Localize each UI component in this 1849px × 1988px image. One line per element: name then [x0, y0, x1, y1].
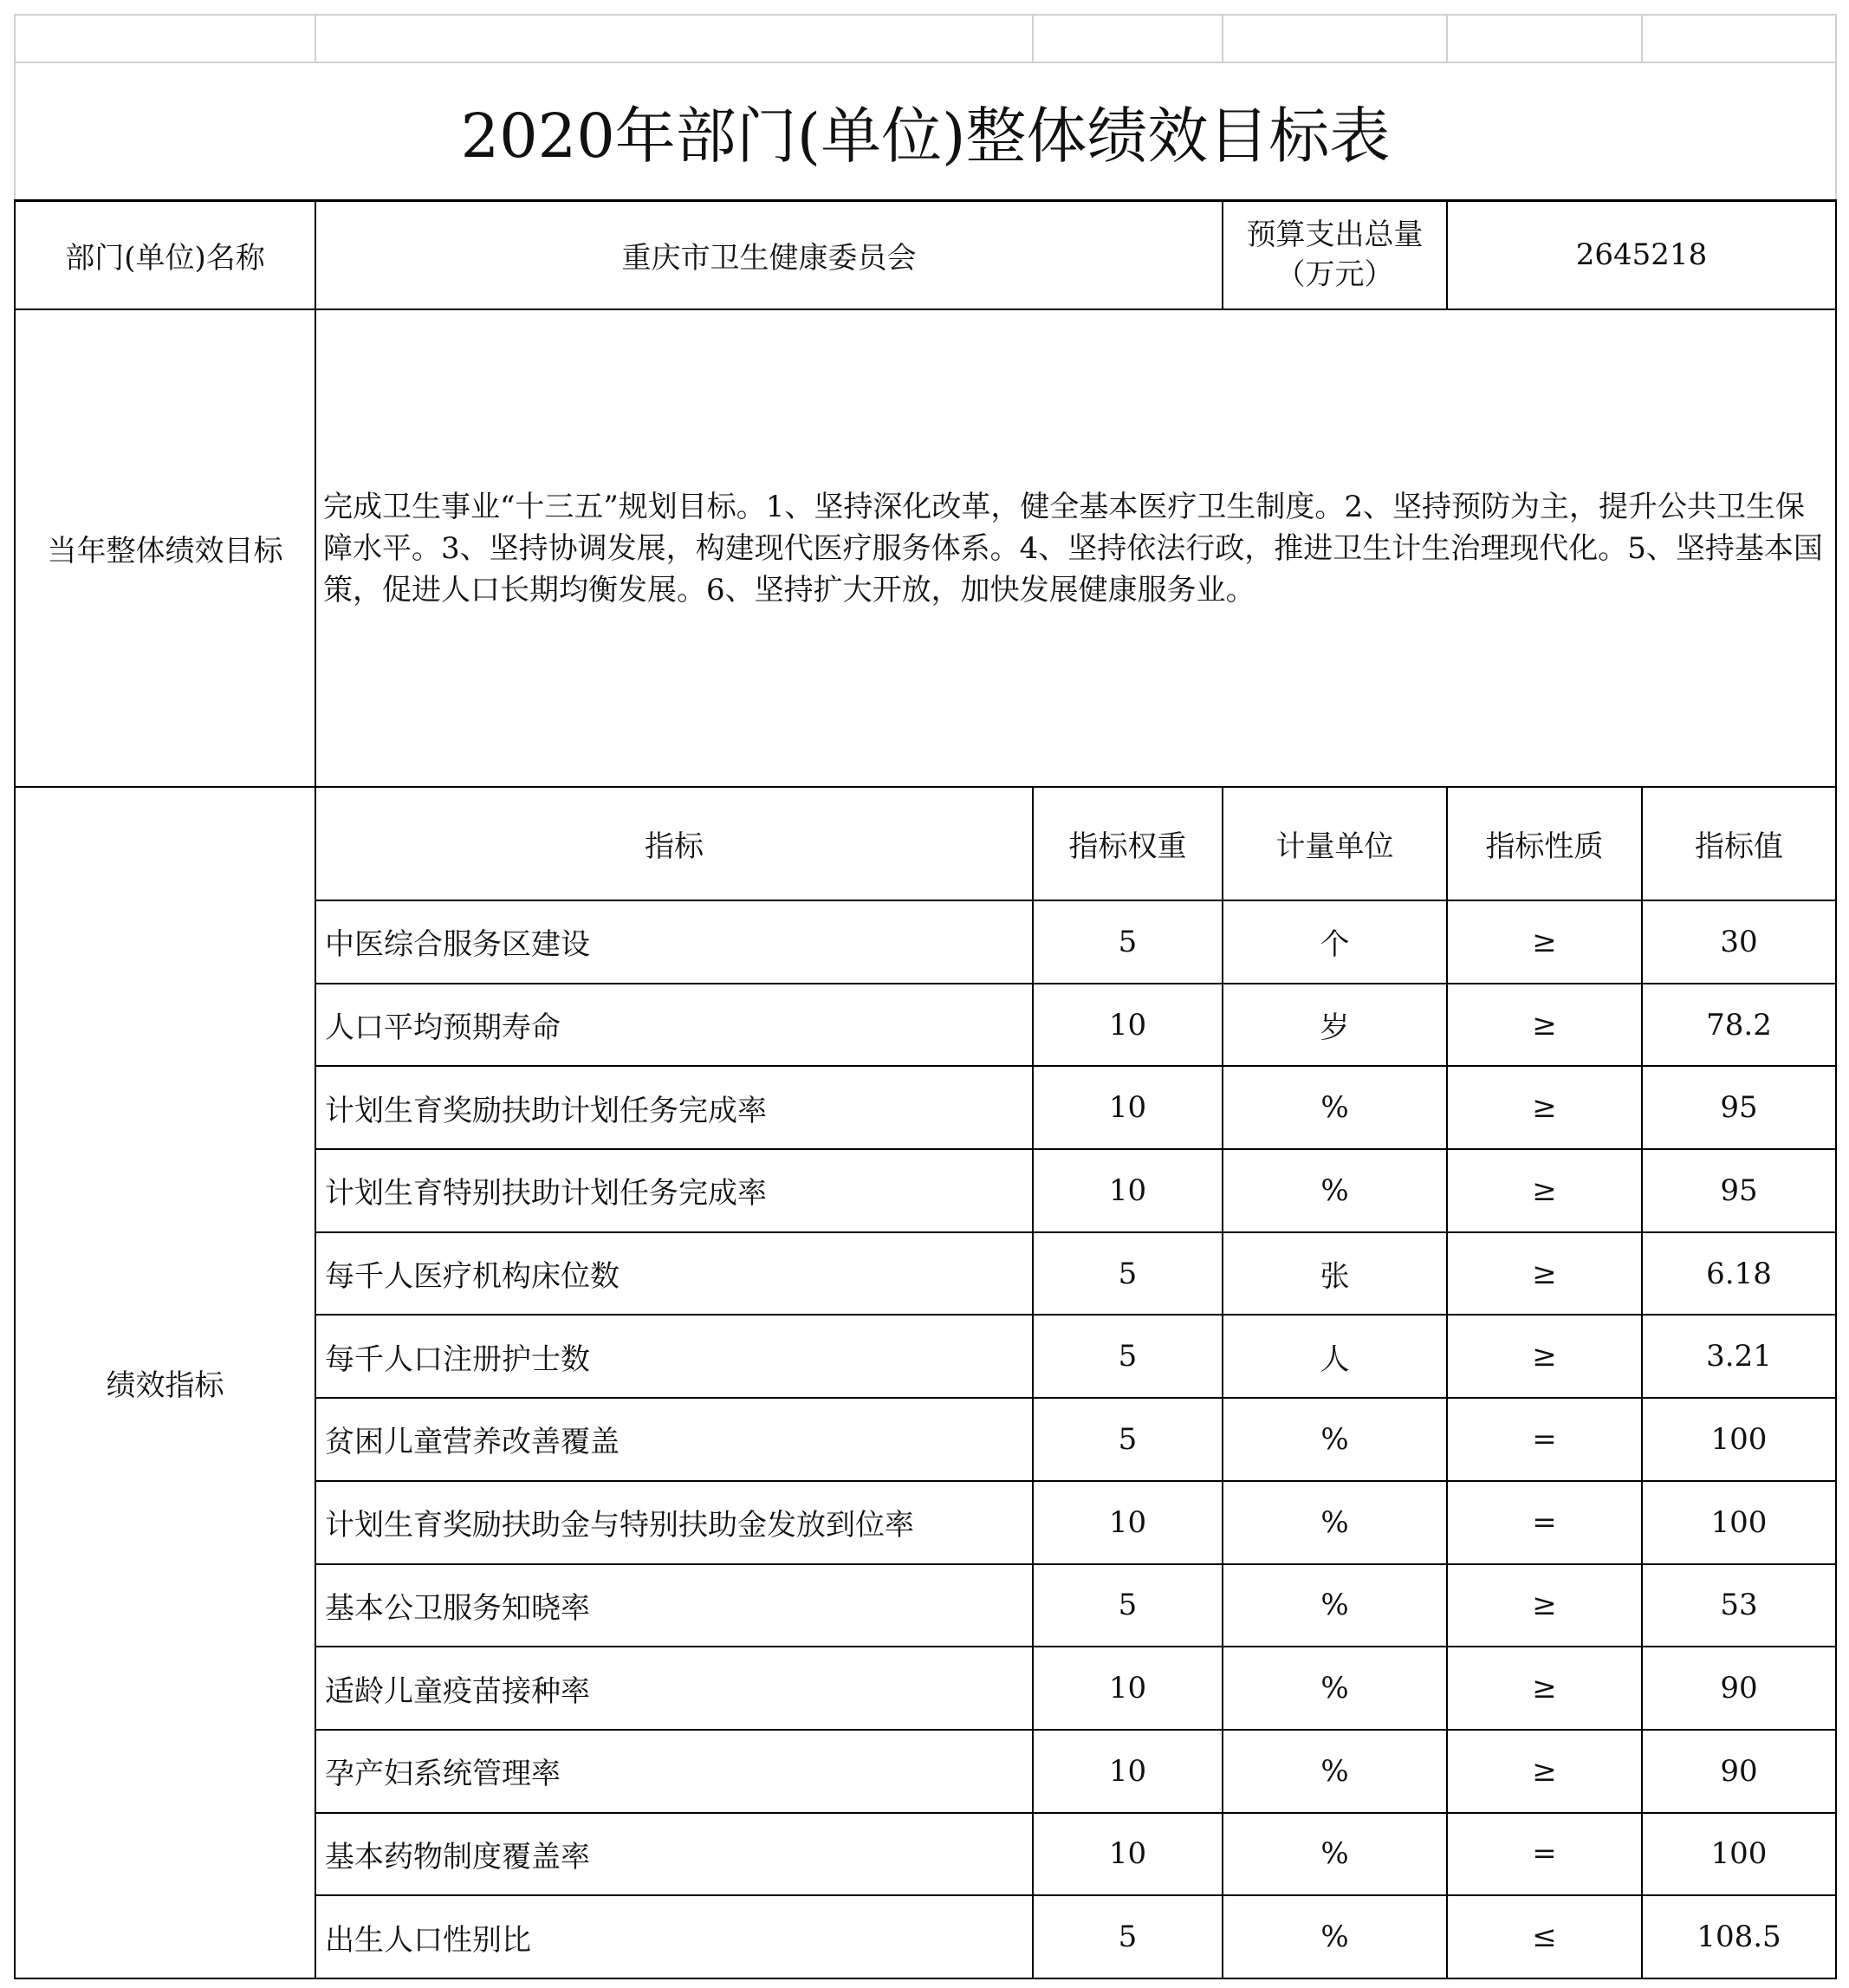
- indicator-weight: 10: [1033, 1481, 1223, 1564]
- indicator-unit: %: [1223, 1564, 1447, 1647]
- indicator-value: 95: [1642, 1066, 1836, 1149]
- indicator-weight: 5: [1033, 1315, 1223, 1398]
- dept-name: 重庆市卫生健康委员会: [315, 200, 1223, 309]
- indicator-unit: %: [1223, 1813, 1447, 1896]
- indicator-weight: 5: [1033, 900, 1223, 984]
- budget-label-line2: （万元）: [1275, 257, 1394, 293]
- indicator-weight: 10: [1033, 1066, 1223, 1149]
- indicator-value: 53: [1642, 1564, 1836, 1647]
- indicator-unit: %: [1223, 1647, 1447, 1730]
- indicator-value: 100: [1642, 1481, 1836, 1564]
- indicator-unit: 岁: [1223, 984, 1447, 1067]
- indicator-unit: %: [1223, 1895, 1447, 1978]
- indicator-unit: 人: [1223, 1315, 1447, 1398]
- indicator-nature: ≥: [1447, 1564, 1642, 1647]
- indicator-weight: 10: [1033, 1647, 1223, 1730]
- indicator-nature: =: [1447, 1398, 1642, 1481]
- indicator-name: 孕产妇系统管理率: [315, 1730, 1033, 1813]
- indicator-header-row: [15, 787, 1836, 900]
- indicator-name: 贫困儿童营养改善覆盖: [315, 1398, 1033, 1481]
- goal-row: [15, 309, 1836, 787]
- indicator-nature: ≥: [1447, 900, 1642, 984]
- indicator-weight: 10: [1033, 984, 1223, 1067]
- goal-label: 当年整体绩效目标: [15, 309, 315, 787]
- indicator-name: 适龄儿童疫苗接种率: [315, 1647, 1033, 1730]
- indicator-name: 每千人口注册护士数: [315, 1315, 1033, 1398]
- indicator-name: 中医综合服务区建设: [315, 900, 1033, 984]
- indicator-value: 100: [1642, 1813, 1836, 1896]
- indicator-nature: =: [1447, 1481, 1642, 1564]
- header-value: 指标值: [1642, 787, 1836, 900]
- indicator-value: 3.21: [1642, 1315, 1836, 1398]
- header-unit: 计量单位: [1223, 787, 1447, 900]
- indicator-name: 出生人口性别比: [315, 1895, 1033, 1978]
- indicator-name: 每千人医疗机构床位数: [315, 1232, 1033, 1316]
- indicator-name: 计划生育奖励扶助计划任务完成率: [315, 1066, 1033, 1149]
- empty-header-row: [15, 15, 1836, 62]
- indicator-value: 90: [1642, 1730, 1836, 1813]
- indicator-unit: %: [1223, 1730, 1447, 1813]
- performance-target-table: [14, 14, 1837, 1979]
- indicator-unit: 张: [1223, 1232, 1447, 1316]
- budget-label: [1223, 200, 1447, 309]
- indicator-weight: 10: [1033, 1730, 1223, 1813]
- indicator-value: 100: [1642, 1398, 1836, 1481]
- indicator-weight: 5: [1033, 1895, 1223, 1978]
- indicator-nature: ≥: [1447, 1232, 1642, 1316]
- goal-text: 完成卫生事业“十三五”规划目标。1、坚持深化改革，健全基本医疗卫生制度。2、坚持预防为主，提升公共卫生保障水平。3、坚持协调发展，构建现代医疗服务体系。4、坚持依法行政，推进卫生计生治理现代化。5、坚持基本国策，促进人口长期均衡发展。6、坚持扩大开放，加快发展健康服务业。: [315, 309, 1836, 787]
- indicator-weight: 10: [1033, 1149, 1223, 1232]
- indicator-nature: ≥: [1447, 1149, 1642, 1232]
- indicator-weight: 5: [1033, 1232, 1223, 1316]
- indicator-unit: %: [1223, 1066, 1447, 1149]
- header-indicator: 指标: [315, 787, 1033, 900]
- indicator-name: 计划生育奖励扶助金与特别扶助金发放到位率: [315, 1481, 1033, 1564]
- indicator-nature: ≤: [1447, 1895, 1642, 1978]
- dept-row: [15, 200, 1836, 309]
- indicator-name: 人口平均预期寿命: [315, 984, 1033, 1067]
- indicator-unit: 个: [1223, 900, 1447, 984]
- indicator-value: 30: [1642, 900, 1836, 984]
- indicator-name: 基本公卫服务知晓率: [315, 1564, 1033, 1647]
- indicator-value: 95: [1642, 1149, 1836, 1232]
- indicator-nature: ≥: [1447, 984, 1642, 1067]
- budget-label-line1: 预算支出总量: [1246, 218, 1424, 253]
- indicators-label: 绩效指标: [15, 787, 315, 1978]
- indicator-name: 基本药物制度覆盖率: [315, 1813, 1033, 1896]
- indicator-unit: %: [1223, 1398, 1447, 1481]
- dept-label: 部门(单位)名称: [15, 200, 315, 309]
- indicator-value: 90: [1642, 1647, 1836, 1730]
- indicator-nature: ≥: [1447, 1647, 1642, 1730]
- indicator-weight: 5: [1033, 1398, 1223, 1481]
- indicator-nature: =: [1447, 1813, 1642, 1896]
- indicator-value: 108.5: [1642, 1895, 1836, 1978]
- indicator-unit: %: [1223, 1149, 1447, 1232]
- indicator-value: 78.2: [1642, 984, 1836, 1067]
- indicator-weight: 5: [1033, 1564, 1223, 1647]
- indicator-nature: ≥: [1447, 1730, 1642, 1813]
- indicator-weight: 10: [1033, 1813, 1223, 1896]
- budget-value: 2645218: [1447, 200, 1836, 309]
- header-nature: 指标性质: [1447, 787, 1642, 900]
- indicator-unit: %: [1223, 1481, 1447, 1564]
- header-weight: 指标权重: [1033, 787, 1223, 900]
- indicator-name: 计划生育特别扶助计划任务完成率: [315, 1149, 1033, 1232]
- indicator-nature: ≥: [1447, 1315, 1642, 1398]
- indicator-value: 6.18: [1642, 1232, 1836, 1316]
- indicator-nature: ≥: [1447, 1066, 1642, 1149]
- page-title: 2020年部门(单位)整体绩效目标表: [15, 62, 1836, 200]
